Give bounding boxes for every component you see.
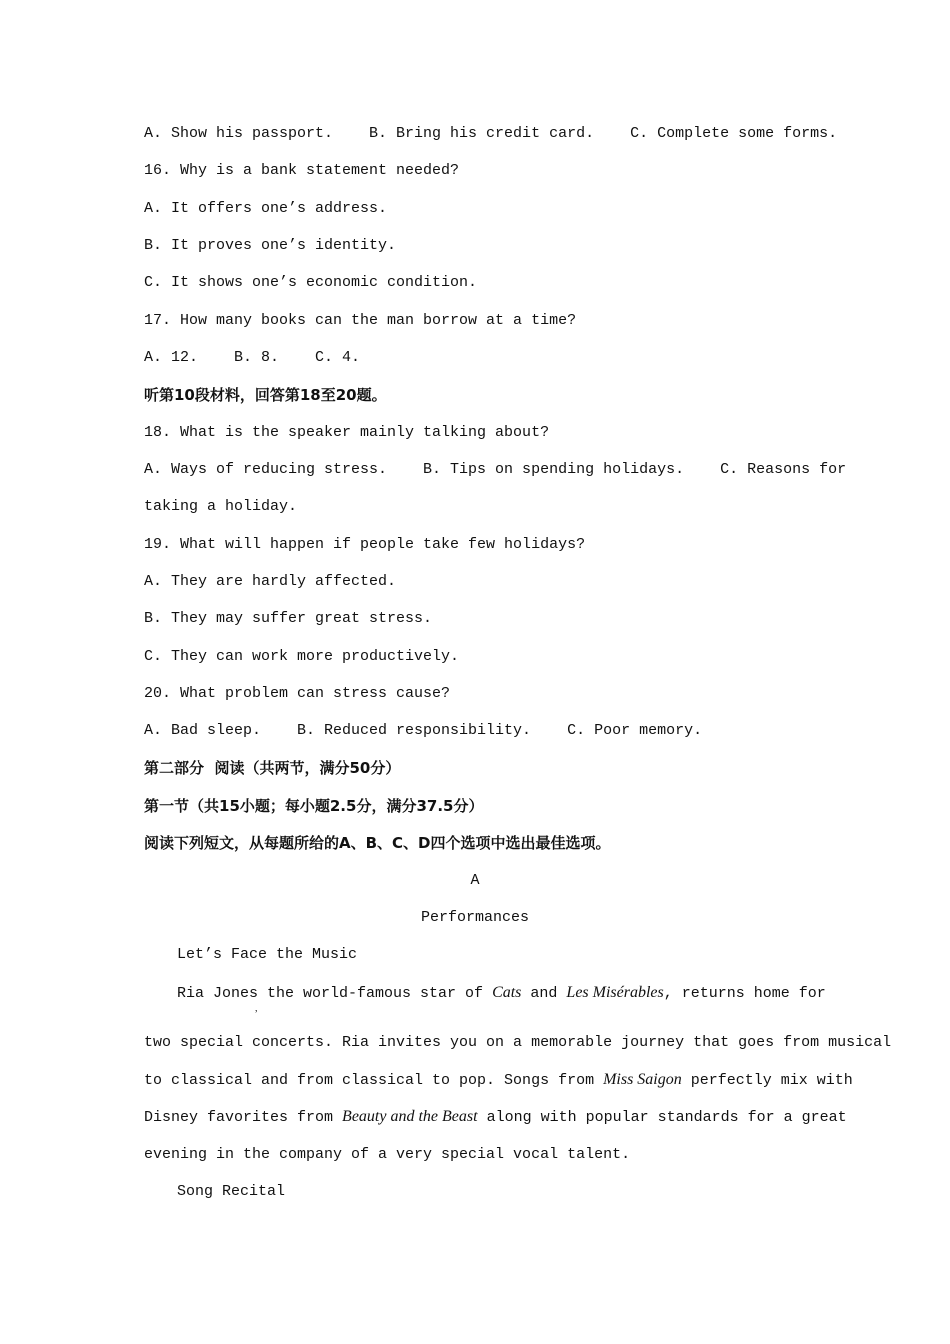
q18-options-line1: A. Ways of reducing stress. B. Tips on spending holidays. C. Reasons for bbox=[144, 461, 847, 478]
q17-question: 17. How many books can the man borrow at a time? bbox=[144, 312, 577, 329]
passage-title: Performances bbox=[420, 909, 530, 926]
q19-option-b: B. They may suffer great stress. bbox=[144, 610, 433, 627]
title-les-miserables: Les Misérables bbox=[566, 984, 664, 1001]
q19-question: 19. What will happen if people take few holidays? bbox=[144, 536, 586, 553]
paragraph-line-4 bbox=[144, 1107, 847, 1128]
section10-instruction: 听第10段材料，回答第18至20题。 bbox=[144, 386, 387, 404]
q18-question: 18. What is the speaker mainly talking about? bbox=[144, 424, 550, 441]
part2-heading: 第二部分 阅读（共两节，满分50分） bbox=[144, 759, 401, 777]
q19-option-a: A. They are hardly affected. bbox=[144, 573, 397, 590]
text-span: , returns home for bbox=[663, 985, 826, 1002]
text-span: to classical and from classical to pop. Songs from bbox=[144, 1072, 604, 1089]
q20-options: A. Bad sleep. B. Reduced responsibility. C. Poor memory. bbox=[144, 722, 703, 739]
text-span: Ria Jones bbox=[177, 985, 259, 1002]
q18-options-line2: taking a holiday. bbox=[144, 498, 298, 515]
text-span: and bbox=[521, 985, 567, 1002]
q19-option-c: C. They can work more productively. bbox=[144, 648, 460, 665]
q16-option-c: C. It shows one’s economic condition. bbox=[144, 274, 478, 291]
text-span: Disney favorites from bbox=[144, 1109, 343, 1126]
title-beauty-and-the-beast: Beauty and the Beast bbox=[342, 1108, 478, 1125]
subheading-song-recital: Song Recital bbox=[177, 1183, 286, 1200]
paragraph-line-3 bbox=[144, 1070, 853, 1091]
subheading-lets-face-the-music: Let’s Face the Music bbox=[177, 946, 358, 963]
section1-heading: 第一节（共15小题；每小题2.5分，满分37.5分） bbox=[144, 797, 484, 815]
paragraph-line-5: evening in the company of a very special vocal talent. bbox=[144, 1146, 631, 1163]
q16-question: 16. Why is a bank statement needed? bbox=[144, 162, 460, 179]
passage-label: A bbox=[470, 872, 480, 889]
paragraph-line-2: two special concerts. Ria invites you on a memorable journey that goes from musical bbox=[144, 1034, 892, 1051]
q16-option-a: A. It offers one’s address. bbox=[144, 200, 388, 217]
q15-options: A. Show his passport. B. Bring his credit card. C. Complete some forms. bbox=[144, 125, 838, 142]
title-miss-saigon: Miss Saigon bbox=[603, 1071, 682, 1088]
q16-option-b: B. It proves one’s identity. bbox=[144, 237, 397, 254]
title-cats: Cats bbox=[492, 984, 522, 1001]
q17-options: A. 12. B. 8. C. 4. bbox=[144, 349, 361, 366]
q20-question: 20. What problem can stress cause? bbox=[144, 685, 451, 702]
reading-instruction: 阅读下列短文，从每题所给的A、B、C、D四个选项中选出最佳选项。 bbox=[144, 834, 611, 852]
text-span: along with popular standards for a great bbox=[477, 1109, 847, 1126]
text-span: the world-famous star of bbox=[258, 985, 493, 1002]
paragraph-line-1 bbox=[177, 983, 826, 1004]
text-span: perfectly mix with bbox=[681, 1072, 853, 1089]
stray-comma: , bbox=[255, 1003, 258, 1014]
